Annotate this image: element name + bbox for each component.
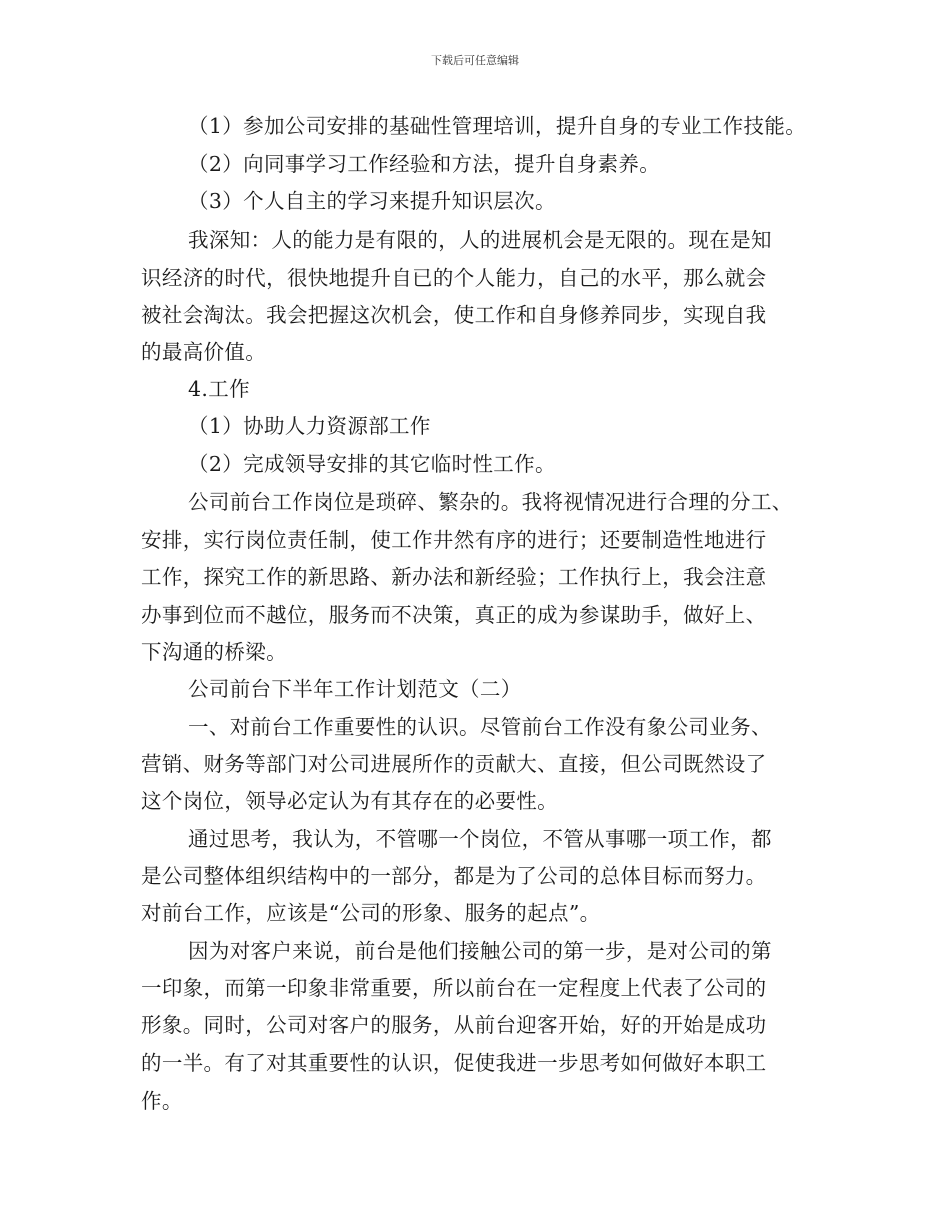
text-line: 的一半。有了对其重要性的认识，促使我进一步思考如何做好本职工 [141,1051,767,1075]
text-line: 作。 [141,1089,183,1113]
text-line: 的最高价值。 [141,340,267,364]
text-line: 一印象，而第一印象非常重要，所以前台在一定程度上代表了公司的 [141,976,767,1000]
text-line: 因为对客户来说，前台是他们接触公司的第一步，是对公司的第 [188,939,772,963]
text-line: 营销、财务等部门对公司进展所作的贡献大、直接，但公司既然设了 [141,752,767,776]
text-line: 公司前台下半年工作计划范文（二） [188,677,522,701]
text-line: 被社会淘汰。我会把握这次机会，使工作和自身修养同步，实现自我 [141,303,767,327]
page-header: 下载后可任意编辑 [431,54,519,67]
text-line: 是公司整体组织结构中的一部分，都是为了公司的总体目标而努力。 [141,864,767,888]
text-line: 安排，实行岗位责任制，使工作井然有序的进行；还要制造性地进行 [141,528,767,552]
text-line: 下沟通的桥梁。 [141,640,287,664]
text-line: 通过思考，我认为，不管哪一个岗位，不管从事哪一项工作，都 [188,827,772,851]
text-line: （1）协助人力资源部工作 [188,414,431,438]
text-line: （3）个人自主的学习来提升知识层次。 [188,189,556,213]
text-line: 形象。同时，公司对客户的服务，从前台迎客开始，好的开始是成功 [141,1013,767,1037]
text-line: （2）向同事学习工作经验和方法，提升自身素养。 [188,152,661,176]
text-line: （1）参加公司安排的基础性管理培训，提升自身的专业工作技能。 [188,114,807,138]
text-line: （2）完成领导安排的其它临时性工作。 [188,452,556,476]
text-line: 4.工作 [188,377,250,401]
text-line: 办事到位而不越位，服务而不决策，真正的成为参谋助手，做好上、 [141,603,767,627]
text-line: 一、对前台工作重要性的认识。尽管前台工作没有象公司业务、 [188,715,772,739]
text-line: 公司前台工作岗位是琐碎、繁杂的。我将视情况进行合理的分工、 [188,490,793,514]
text-line: 这个岗位，领导必定认为有其存在的必要性。 [141,789,558,813]
text-line: 工作，探究工作的新思路、新办法和新经验；工作执行上，我会注意 [141,565,767,589]
text-line: 识经济的时代，很快地提升自已的个人能力，自己的水平，那么就会 [141,266,767,290]
text-line: 我深知：人的能力是有限的，人的进展机会是无限的。现在是知 [188,228,772,252]
text-line: 对前台工作，应该是“公司的形象、服务的起点”。 [141,901,601,925]
